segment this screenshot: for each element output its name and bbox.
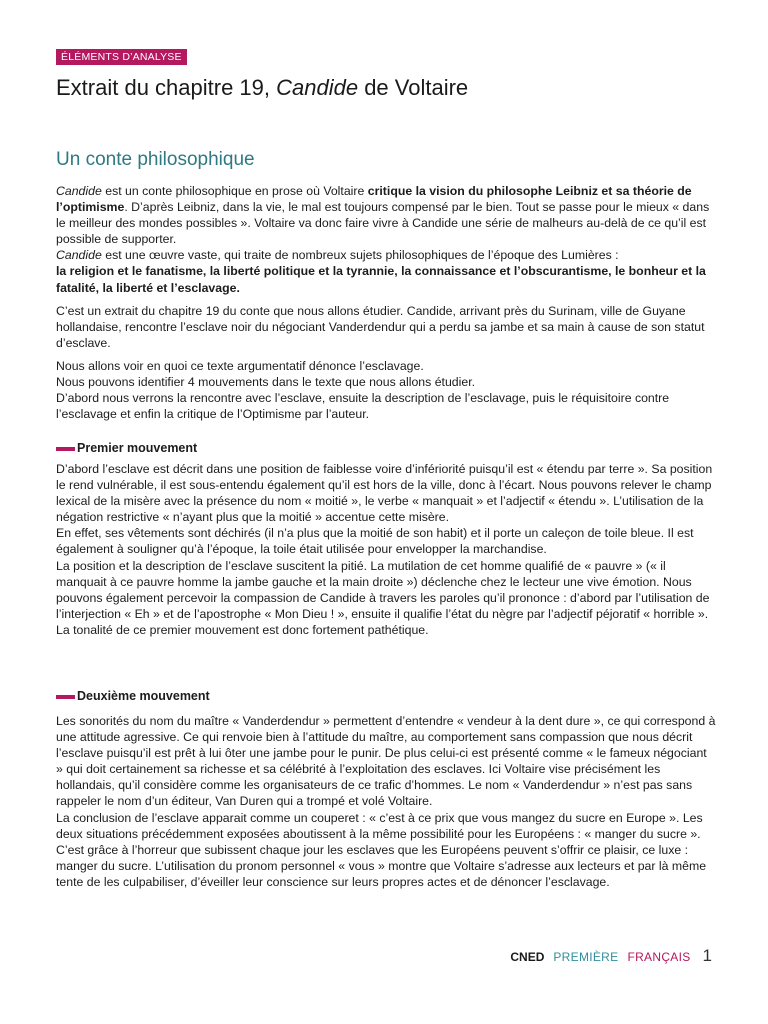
key-idea: critique la vision du philosophe Leibniz et sa théorie de l’optimisme [56,184,692,215]
text-run: D’abord l’esclave est décrit dans une position de faiblesse voire d’infériorité puisqu’il est « étendu par terre ». Sa position le rend vulnérable, il est sous-entendu également qu’il est hors de la ville, donc à l’écart. Nous pouvons relever le champ lexical de la misère avec la présence du nom « moitié », le verbe « manquait » et l’adjectif « étendu ». L’utilisation de la négation restrictive « n’ayant plus que la moitié » accentue cette misère. [56,462,713,525]
text-run: La position et la description de l’esclave suscitent la pitié. La mutilation de cet homme qualifié de « pauvre » (« il manquait à ce pauvre homme la jambe gauche et la main droite ») déclenche chez le lecteur une vive émotion. Nous pouvons également percevoir la compassion de Candide à travers les paroles qu’il prononce : d’abord par l’utilisation de l’interjection « Eh » et de l’apostrophe « Mon Dieu ! », ensuite il qualifie l’état du nègre par l’adjectif péjoratif « horrible ». La tonalité de ce premier mouvement est donc fortement pathétique. [56,558,710,637]
heading-marker [56,447,75,451]
footer-level: PREMIÈRE [553,950,619,964]
footer-subject: FRANÇAIS [627,950,691,964]
text-run: est une œuvre vaste, qui traite de nombreux sujets philosophiques de l’époque des Lumières : [101,248,619,263]
title-prefix: Extrait du chapitre 19, [56,75,277,100]
work-name: Candide [56,184,102,198]
page-number: 1 [702,946,712,965]
text-line: Nous pouvons identifier 4 mouvements dans le texte que nous allons étudier. [56,375,476,390]
text-run: . D’après Leibniz, dans la vie, le mal est toujours compensé par le bien. Tout se passe pour le mieux « dans le meilleur des mondes possibles ». Voltaire va donc faire vivre à Candide une série de malheurs au-delà de ce qu’il est possible de supporter. [56,200,710,247]
section-2-title: Deuxième mouvement [77,689,210,703]
section-1-heading [56,439,197,457]
text-run: En effet, ses vêtements sont déchirés (il n’a plus que la moitié de son habit) et il porte un caleçon de toile bleue. Il est également à souligner qu’à l’époque, la toile était utilisée pour envelopper la marchandise. [56,526,694,557]
text-run: Les sonorités du nom du maître « Vanderdendur » permettent d’entendre « vendeur à la dent dure », ce qui correspond à une attitude agressive. Ce qui renvoie bien à l’attitude du maître, au comportement sans compassion que nous décrit l’esclave puisqu’il est prêt à lui ôter une jambe pour le punir. De plus celui-ci est présenté comme « le fameux négociant » qui doit certainement sa richesse et sa célébrité à l’exploitation des esclaves. Ici Voltaire vise précisément les hollandais, qu’il considère comme les organisateurs de ce trafic d’hommes. Le nom « Vanderdendur » n’est pas sans rappeler le nom d’un éditeur, Van Duren qui a trompé et volé Voltaire. [56,714,716,809]
section-2-body [56,713,716,890]
section-2-paragraph [56,713,716,890]
intro-paragraph-2: C’est un extrait du chapitre 19 du conte que nous allons étudier. Candide, arrivant près du Surinam, ville de Guyane hollandaise, rencontre l’esclave noir du négociant Vanderdendur qui a perdu sa jambe et sa main à cause de son statut d’esclave. [56,303,705,350]
section-tag: ÉLÉMENTS D’ANALYSE [56,49,187,65]
text-run: La conclusion de l’esclave apparait comme un couperet : « c’est à ce prix que vous mangez du sucre en Europe ». Les deux situations précédemment exposées aboutissent à la même possibilité pour les Européens : « manger du sucre ». C’est grâce à l’horreur que subissent chaque jour les esclaves que les Européens peuvent s’offrir ce plaisir, ce luxe : manger du sucre. L’utilisation du pronom personnel « vous » montre que Voltaire s’adresse aux lecteurs et par là même tente de les culpabiliser, d’éveiller leur conscience sur leurs propres actes et de dénoncer l’esclavage. [56,810,707,889]
text-run: est un conte philosophique en prose où Voltaire [101,184,368,198]
intro-paragraph-3 [56,358,716,422]
page-title [56,72,468,104]
section-1-title: Premier mouvement [77,441,198,455]
intro-paragraph-1 [56,183,716,296]
section-2-heading [56,687,210,705]
intro-body [56,183,716,422]
section-1-paragraph [56,461,716,638]
text-line: D’abord nous verrons la rencontre avec l’esclave, ensuite la description de l’esclavage, puis le réquisitoire contre l’esclavage et enfin la critique de l’Optimisme par l’auteur. [56,391,670,422]
title-suffix: de Voltaire [358,75,469,100]
intro-heading: Un conte philosophique [56,149,255,170]
footer-brand: CNED [510,950,545,964]
section-1-body [56,461,716,638]
page-footer [501,945,712,967]
themes-list: la religion et le fanatisme, la liberté politique et la tyrannie, la connaissance et l’obscurantisme, le bonheur et la fatalité, la liberté et l’esclavage. [56,264,706,295]
text-line: Nous allons voir en quoi ce texte argumentatif dénonce l’esclavage. [56,358,424,373]
title-work: Candide [276,75,359,100]
heading-marker [56,695,75,699]
work-name: Candide [56,248,102,263]
